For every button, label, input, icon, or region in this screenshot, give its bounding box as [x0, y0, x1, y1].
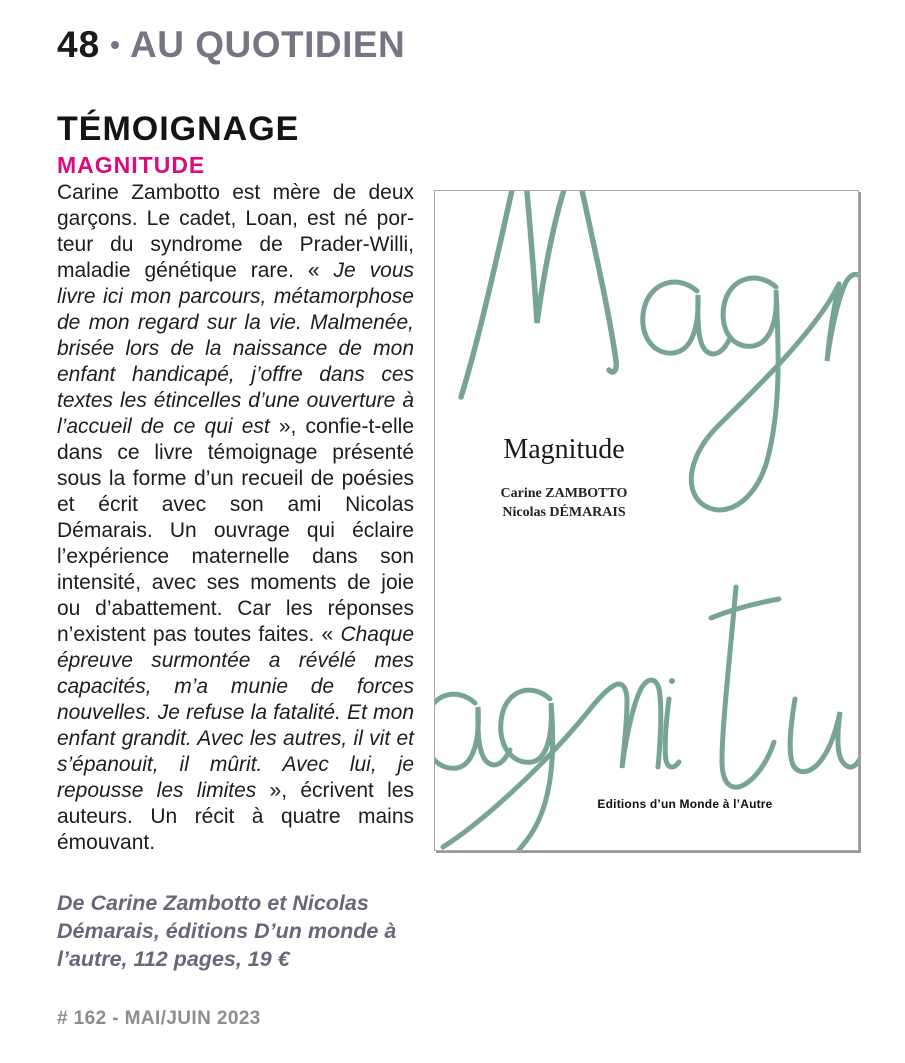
- body-segment: », écrivent les auteurs. Un récit à quatre mains émouvant.: [57, 779, 414, 854]
- book-title: Magnitude: [503, 434, 625, 465]
- section-title: AU QUOTIDIEN: [129, 24, 406, 65]
- book-author: Carine ZAMBOTTO: [500, 486, 628, 501]
- book-authors: [435, 484, 693, 522]
- page-number: 48: [57, 24, 101, 65]
- article-kicker: TÉMOIGNAGE: [57, 110, 300, 148]
- article-title: MAGNITUDE: [57, 152, 206, 178]
- body-segment: Carine Zambotto est mère de deux garçons. Le cadet, Loan, est né porteur du syndrome de Prader-Willi, maladie génétique rare. «: [57, 181, 414, 282]
- book-publisher: Editions d’un Monde à l’Autre: [597, 797, 773, 811]
- body-segment-quote: Chaque épreuve surmontée a révélé mes capacités, m’a munie de forces nouvelles. Je refuse la fatalité. Et mon enfant grandit. Avec les autres, il vit et s’épanouit, il mûrit. Avec lui, je repousse les limites: [57, 623, 414, 802]
- page-header: [57, 24, 405, 66]
- book-author: Nicolas DÉMARAIS: [502, 505, 626, 520]
- article-body: [57, 180, 414, 856]
- article-credit: De Carine Zambotto et Nicolas Démarais, éditions D’un monde à l’autre, 112 pages, 19 €: [57, 891, 397, 971]
- issue-footer: # 162 - MAI/JUIN 2023: [57, 1008, 261, 1029]
- book-cover: [434, 190, 859, 851]
- bullet-separator-icon: •: [110, 29, 120, 60]
- body-segment-quote: Je vous livre ici mon parcours, métamorphose de mon regard sur la vie. Malmenée, brisée lors de la naissance de mon enfant handicapé, j’offre dans ces textes les étincelles d’une ouverture à l’accueil de ce qui est: [57, 259, 414, 438]
- body-segment: », confie-t-elle dans ce livre témoignage présenté sous la forme d’un recueil de poésies et écrit avec son ami Nicolas Démarais. Un ouvrage qui éclaire l’expérience maternelle dans son intensité, avec ses moments de joie ou d’abattement. Car les réponses n’existent pas toutes faites. «: [57, 415, 414, 646]
